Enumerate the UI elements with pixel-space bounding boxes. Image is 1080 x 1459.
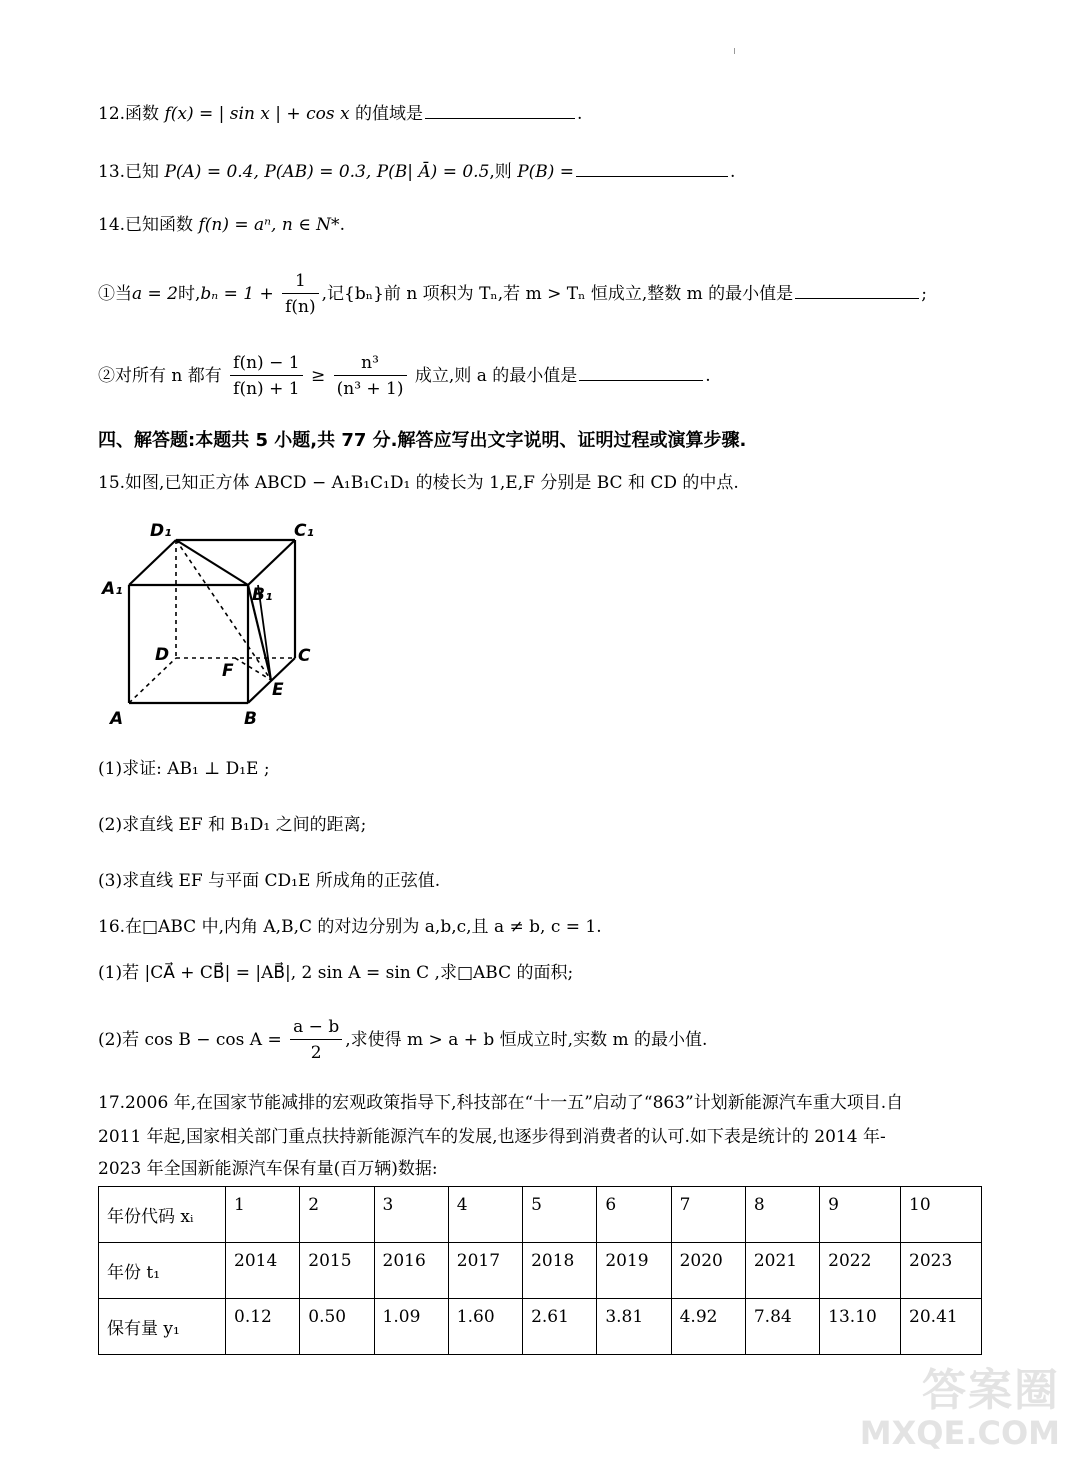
label-A: A bbox=[110, 709, 124, 729]
table-cell: 2018 bbox=[523, 1243, 597, 1299]
fraction: $\frac{\text{n³}}{\text{(n³ + 1)}}$ bbox=[334, 351, 407, 402]
answer-blank[interactable] bbox=[576, 158, 728, 177]
table-cell: 2017 bbox=[448, 1243, 522, 1299]
label-D: D bbox=[155, 645, 170, 665]
label-E: E bbox=[272, 680, 284, 700]
table-cell: 0.50 bbox=[300, 1299, 374, 1355]
answer-blank[interactable] bbox=[425, 100, 575, 119]
data-table bbox=[98, 1186, 982, 1355]
answer-blank[interactable] bbox=[579, 362, 703, 381]
label-B: B bbox=[244, 709, 257, 729]
watermark bbox=[860, 1367, 1060, 1451]
question-16-part-2: (2)若 cos B − cos A = $\frac{a - b}{2}$ ,求使得 m > a + b 恒成立时,实数 m 的最小值. bbox=[98, 1012, 707, 1068]
table-cell: 13.10 bbox=[820, 1299, 901, 1355]
table-cell: 8 bbox=[745, 1187, 819, 1243]
table-cell: 2021 bbox=[745, 1243, 819, 1299]
question-17-line-1: 17.2006 年,在国家节能减排的宏观政策指导下,科技部在“十一五”启动了“863”计划新能源汽车重大项目.自 bbox=[98, 1093, 904, 1113]
question-17-line-2: 2011 年起,国家相关部门重点扶持新能源汽车的发展,也逐步得到消费者的认可.如下表是统计的 2014 年- bbox=[98, 1127, 886, 1147]
question-17-line-3: 2023 年全国新能源汽车保有量(百万辆)数据: bbox=[98, 1159, 438, 1179]
table-cell: 2022 bbox=[820, 1243, 901, 1299]
fraction: $\frac{a - b}{2}$ bbox=[290, 1015, 342, 1066]
watermark-url: MXQE.COM bbox=[859, 1414, 1060, 1452]
table-cell: 1 bbox=[226, 1187, 300, 1243]
question-14-stem: 14.已知函数 f(n) = aⁿ, n ∈ N*. bbox=[98, 215, 345, 235]
label-B1: B₁ bbox=[252, 585, 273, 605]
table-cell: 1.09 bbox=[374, 1299, 448, 1355]
row-header: 保有量 y₁ bbox=[99, 1299, 226, 1355]
scan-mark bbox=[734, 48, 735, 54]
question-15-part-1: (1)求证: AB₁ ⊥ D₁E ; bbox=[98, 759, 270, 779]
answer-blank[interactable] bbox=[795, 280, 919, 299]
table-cell: 2015 bbox=[300, 1243, 374, 1299]
table-cell: 2019 bbox=[597, 1243, 671, 1299]
question-15-stem: 15.如图,已知正方体 ABCD − A₁B₁C₁D₁ 的棱长为 1,E,F 分别是 BC 和 CD 的中点. bbox=[98, 473, 739, 493]
table-cell: 3.81 bbox=[597, 1299, 671, 1355]
row-header: 年份 t₁ bbox=[99, 1243, 226, 1299]
table-row bbox=[99, 1299, 982, 1355]
cube-figure bbox=[100, 510, 330, 732]
table-cell: 4 bbox=[448, 1187, 522, 1243]
table-cell: 9 bbox=[820, 1187, 901, 1243]
table-cell: 7.84 bbox=[745, 1299, 819, 1355]
section-title: 四、解答题:本题共 5 小题,共 77 分.解答应写出文字说明、证明过程或演算步骤. bbox=[98, 430, 747, 451]
question-16-part-1: (1)若 |CA⃗ + CB⃗| = |AB⃗|, 2 sin A = sin C ,求□ABC 的面积; bbox=[98, 963, 574, 983]
question-16-stem: 16.在□ABC 中,内角 A,B,C 的对边分别为 a,b,c,且 a ≠ b, c = 1. bbox=[98, 917, 602, 937]
label-A1: A₁ bbox=[102, 579, 123, 599]
table-cell: 2023 bbox=[901, 1243, 982, 1299]
table-cell: 2016 bbox=[374, 1243, 448, 1299]
question-13: 13.已知 P(A) = 0.4, P(AB) = 0.3, P(B| Ā) = 0.5,则 P(B) = . bbox=[98, 158, 735, 183]
label-F: F bbox=[222, 661, 234, 681]
table-cell: 6 bbox=[597, 1187, 671, 1243]
table-cell: 20.41 bbox=[901, 1299, 982, 1355]
table-cell: 3 bbox=[374, 1187, 448, 1243]
question-15-part-2: (2)求直线 EF 和 B₁D₁ 之间的距离; bbox=[98, 815, 367, 835]
fraction: $\frac{1}{f(n)}$ bbox=[282, 269, 319, 320]
table-cell: 10 bbox=[901, 1187, 982, 1243]
table-row bbox=[99, 1187, 982, 1243]
table-cell: 7 bbox=[671, 1187, 745, 1243]
table-cell: 2 bbox=[300, 1187, 374, 1243]
table-row bbox=[99, 1243, 982, 1299]
label-D1: D₁ bbox=[150, 521, 172, 541]
question-14-part-1: ①当a = 2时,bₙ = 1 + $\frac{1}{f(n)}$ ,记{bₙ}前 n 项积为 Tₙ,若 m > Tₙ 恒成立,整数 m 的最小值是 ; bbox=[98, 266, 927, 322]
table-cell: 4.92 bbox=[671, 1299, 745, 1355]
watermark-logo-text: 答案圈 bbox=[922, 1365, 1060, 1416]
table-cell: 1.60 bbox=[448, 1299, 522, 1355]
question-12: 12.函数 f(x) = | sin x | + cos x 的值域是 . bbox=[98, 100, 582, 125]
table-cell: 2020 bbox=[671, 1243, 745, 1299]
table-cell: 2.61 bbox=[523, 1299, 597, 1355]
label-C: C bbox=[298, 646, 311, 666]
table-cell: 0.12 bbox=[226, 1299, 300, 1355]
row-header: 年份代码 xᵢ bbox=[99, 1187, 226, 1243]
label-C1: C₁ bbox=[294, 521, 314, 541]
table-cell: 5 bbox=[523, 1187, 597, 1243]
question-14-part-2: ②对所有 n 都有 $\frac{f(n) - 1}{f(n) + 1}$ ≥ $\frac{\text{n³}}{\text{(n³ + 1)}}$ 成立,则 a 的最小值是 . bbox=[98, 348, 711, 404]
question-15-part-3: (3)求直线 EF 与平面 CD₁E 所成角的正弦值. bbox=[98, 871, 441, 891]
fraction: $\frac{f(n) - 1}{f(n) + 1}$ bbox=[230, 351, 302, 402]
table-cell: 2014 bbox=[226, 1243, 300, 1299]
